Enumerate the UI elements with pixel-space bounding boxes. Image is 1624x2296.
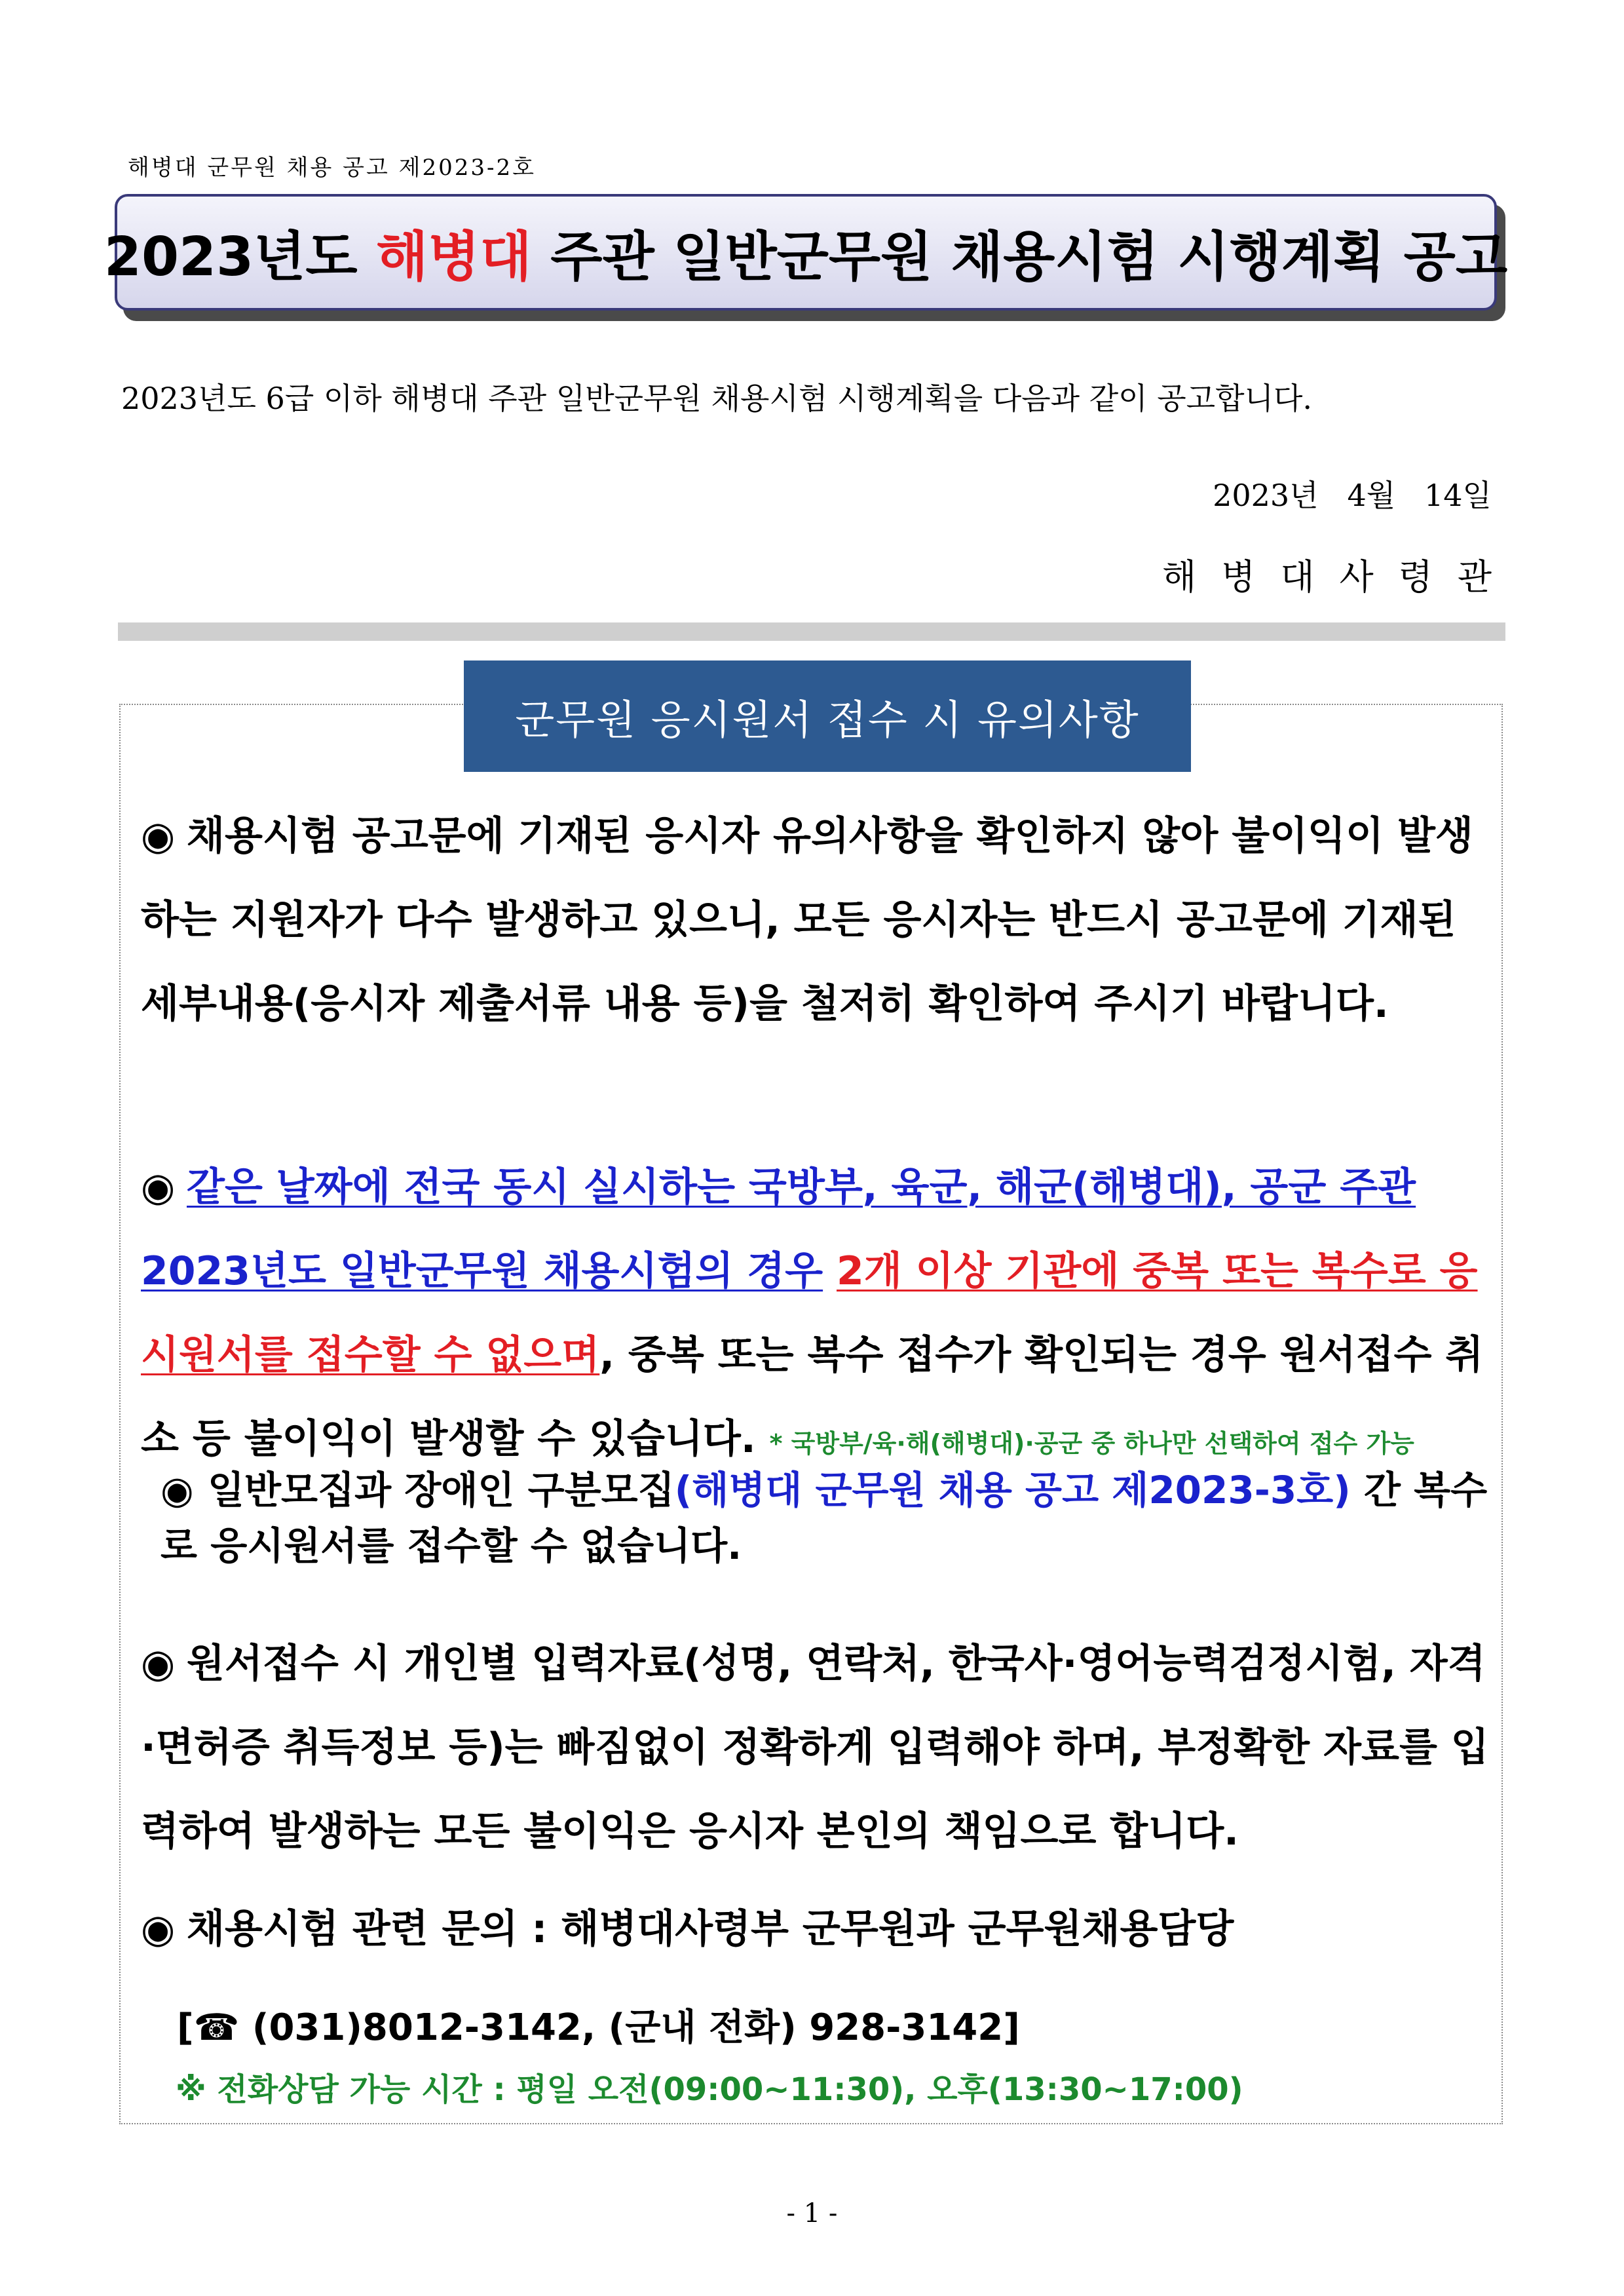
- box-title: 군무원 응시원서 접수 시 유의사항: [464, 660, 1191, 772]
- bullet-icon: ◉: [141, 813, 176, 859]
- notice-item-2: [141, 1145, 1500, 1485]
- contact-phone: [☎ (031)8012-3142, (군내 전화) 928-3142]: [177, 2006, 1020, 2049]
- notice-item-4-text: 원서접수 시 개인별 입력자료(성명, 연락처, 한국사·영어능력검정시험, 자격·면허증 취득정보 등)는 빠짐없이 정확하게 입력해야 하며, 부정확한 자료를 입력하여 발생하는 모든 불이익은 응시자 본인의 책임으로 합니다.: [141, 1641, 1489, 1854]
- consult-hours: ※ 전화상담 가능 시간 : 평일 오전(09:00~11:30), 오후(13:30~17:00): [176, 2071, 1243, 2108]
- notice-item-1: [141, 794, 1500, 1046]
- notice-item-5-text: 채용시험 관련 문의 : 해병대사령부 군무원과 군무원채용담당: [187, 1906, 1234, 1952]
- bullet-icon: ◉: [141, 1906, 176, 1952]
- notice-item-3-lead: 일반모집과 장애인 구분모집: [208, 1468, 675, 1512]
- notice-item-1-text: 채용시험 공고문에 기재된 응시자 유의사항을 확인하지 않아 불이익이 발생하는 지원자가 다수 발생하고 있으니, 모든 응시자는 반드시 공고문에 기재된 세부내용(응시자 제출서류 내용 등)을 철저히 확인하여 주시기 바랍니다.: [141, 813, 1473, 1027]
- notice-item-2-red: 2개 이상 기관에 중복 또는 복수로 응시원서를 접수할 수 없으며: [141, 1248, 1478, 1378]
- announcement-date: 2023년 4월 14일: [1213, 478, 1492, 513]
- bullet-icon: ◉: [141, 1641, 176, 1687]
- divider: [118, 622, 1505, 641]
- notice-item-2-blue: 같은 날짜에 전국 동시 실시하는 국방부, 육군, 해군(해병대), 공군 주관 2023년도 일반군무원 채용시험의 경우: [141, 1164, 1416, 1294]
- notice-item-2-rest: , 중복 또는 복수 접수가 확인되는 경우 원서접수 취소 등 불이익이 발생할 수 있습니다.: [141, 1332, 1484, 1462]
- notice-item-5: [141, 1887, 1500, 1971]
- notice-item-4: [141, 1622, 1500, 1873]
- title-highlight: 해병대: [376, 225, 532, 288]
- notice-item-3-rest: 간 복수로 응시원서를 접수할 수 없습니다.: [161, 1468, 1488, 1568]
- page-title: [104, 194, 1508, 311]
- bullet-icon: ◉: [161, 1468, 194, 1512]
- intro-text: 2023년도 6급 이하 해병대 주관 일반군무원 채용시험 시행계획을 다음과 같이 공고합니다.: [121, 381, 1312, 416]
- notice-item-3: [161, 1463, 1497, 1574]
- title-suffix: 주관 일반군무원 채용시험 시행계획 공고: [531, 225, 1508, 288]
- bullet-icon: ◉: [141, 1164, 176, 1210]
- signer: 해병대사령관: [1162, 556, 1517, 598]
- title-prefix: 2023년도: [104, 225, 377, 288]
- page-number: - 1 -: [786, 2198, 838, 2229]
- notice-item-3-ref: (해병대 군무원 채용 공고 제2023-3호): [674, 1468, 1351, 1512]
- notice-number: 해병대 군무원 채용 공고 제2023-2호: [128, 155, 537, 181]
- notice-item-2-note: * 국방부/육·해(해병대)·공군 중 하나만 선택하여 접수 가능: [769, 1429, 1414, 1458]
